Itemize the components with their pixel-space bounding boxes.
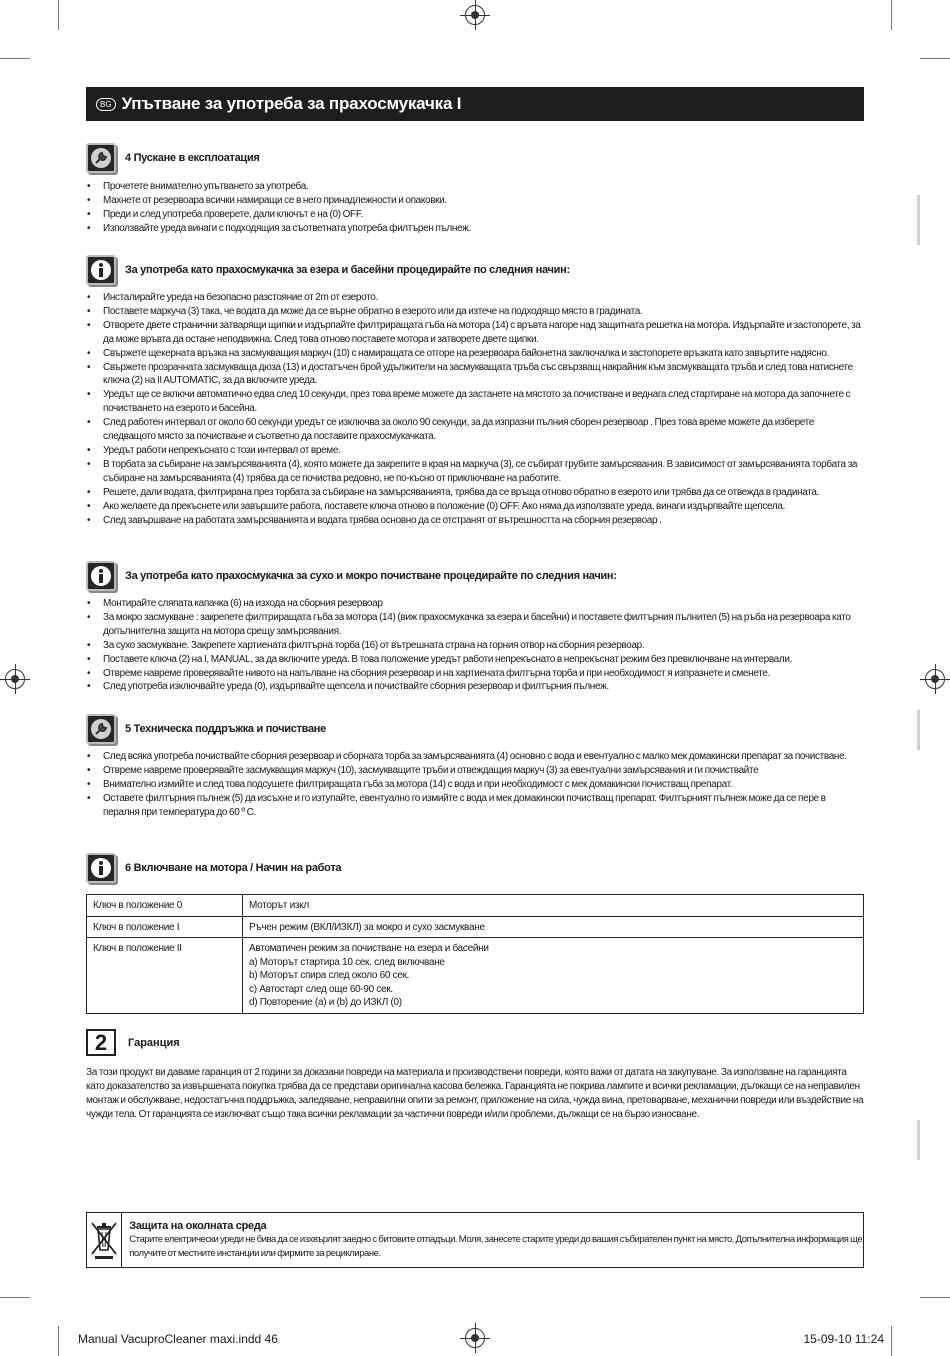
section-title: За употреба като прахосмукачка за сухо и мокро почистване процедирайте по следния начин: [125, 570, 617, 582]
list-item: • Преди и след употреба проверете, дали ключът е на (0) OFF. [86, 208, 861, 222]
crop-mark [0, 58, 30, 59]
pond-usage-heading [86, 255, 570, 285]
environment-content [122, 1213, 863, 1267]
list-item: • За мокро засмукване : закрепете филтриращата гъба за мотора (14) (виж прахосмукачка за езера и басейни) и поставете филтърния пълнител (5) на ръба на резервоара като допълнителна защита на мотора срещу замърсявания. [86, 611, 861, 639]
table-cell-value [243, 916, 864, 938]
registration-mark-icon [925, 669, 945, 689]
environment-title: Защита на околната среда [129, 1220, 267, 1232]
table-row [87, 916, 864, 938]
guarantee-number-box: 2 [86, 1029, 116, 1056]
margin-bar [917, 195, 920, 245]
registration-mark-icon [5, 669, 25, 689]
cell-line: c) Автостарт след още 60-90 сек. [249, 983, 393, 995]
list-item: • Решете, дали водата, филтрирана през торбата за събиране на замърсяванията, трябва да се връща отново обратно в езерото или трябва да се отвежда в градината. [86, 486, 861, 500]
list-item: • След употреба изключвайте уреда (0), издърпвайте щепсела и почиствайте сборния резервоар и филтърния пълнеж. [86, 680, 861, 694]
crop-mark [58, 1326, 59, 1356]
list-item: • Отвреме навреме проверявайте засмукващия маркуч (10), засмукващите тръби и отвеждащия маркуч (3) за евентуални замърсявания и ги почиствайте [86, 764, 861, 778]
table-cell-value [243, 895, 864, 917]
cell-line: Моторът изкл [249, 900, 309, 911]
margin-bar [917, 710, 920, 750]
pond-usage-list [86, 291, 861, 527]
crop-mark [920, 58, 950, 59]
section-title: Гаранция [128, 1036, 180, 1049]
section-title: 4 Пускане в експлоатация [125, 152, 260, 164]
list-item: • Отворете двете странични затварящи щипки и издърпайте филтриращата гъба на мотора (14) с връвта нагоре над защитната решетка на мотора. Издърпайте и застопорете, за да може връвта да остане неподвижна. След това отново поставете мотора и затворете двете щипки. [86, 319, 861, 347]
margin-bar [917, 1120, 920, 1160]
section-title: За употреба като прахосмукачка за езера и басейни процедирайте по следния начин: [125, 264, 570, 276]
page-title: Упътване за употреба за прахосмукачка I [121, 94, 462, 113]
footer-timestamp: 15-09-10 11:24 [803, 1332, 884, 1346]
list-item: • След завършване на работата замърсяванията и водата трябва основно да се отстранят от вътрешността на сборния резервоар . [86, 514, 861, 528]
cell-line: Ръчен режим (ВКЛ/ИЗКЛ) за мокро и сухо засмукване [249, 921, 485, 933]
list-item: • Уредът ще се включи автоматично едва след 10 секунди, през това време можете да застанете на мястото за почистване и веднага след стартиране на мотора да започнете с почистването на езерото и басейна. [86, 388, 861, 416]
list-item: • Инсталирайте уреда на безопасно разстояние от 2m от езерото. [86, 291, 861, 305]
switch-modes-table [86, 894, 864, 1014]
table-row [87, 895, 864, 917]
section-title: 6 Включване на мотора / Начин на работа [125, 862, 342, 874]
list-item: • Прочетете внимателно упътването за употреба. [86, 180, 861, 194]
cell-line: Автоматичен режим за почистване на езера и басейни [249, 943, 489, 954]
language-badge: BG [96, 98, 116, 111]
table-row [87, 938, 864, 1014]
crossed-bin-icon [87, 1213, 122, 1267]
info-icon [86, 853, 116, 883]
list-item: • Поставете маркуча (3) така, че водата да може да се върне обратно в езерото или да изтече на подходящо място в градината. [86, 305, 861, 319]
table-cell-key: Ключ в положение II [87, 938, 243, 1014]
table-cell-value [243, 938, 864, 1014]
list-item: • Използвайте уреда винаги с подходящия за съответната употреба филтърен пълнеж. [86, 222, 861, 236]
dry-wet-usage-list [86, 597, 861, 694]
list-item: • За сухо засмукване. Закрепете хартиената филтърна торба (16) от вътрешната страна на горния отвор на сборния резервоар. [86, 639, 861, 653]
info-icon [86, 561, 116, 591]
list-item: • Свържете щекерната връзка на засмукващия маркуч (10) с намиращата се отгоре на резервоара байонетна заключалка и застопорете връзката като завъртите надясно. [86, 347, 861, 361]
guarantee-text: За този продукт ви даваме гаранция от 2 години за доказани повреди на материала и производствени повреди, която важи от датата на закупуване. За използване на гаранцията като доказателство за извършената покупка трябва да се представи оригинална касова бележка. Гаранцията не покрива лампите и всички рекламации, дължащи се на неправилен монтаж и обслужване, недостатъчна поддръжка, заледяване, неправилни опити за ремонт, приложение на сила, чужда вина, претоварване, механични повреди или въздействие на чужди тела. От гаранцията се изключват също така всички рекламации за частични повреди и/или проблеми, дължащи се на бързо износване. [86, 1067, 864, 1120]
list-item: • Монтирайте сляпата капачка (6) на изхода на сборния резервоар [86, 597, 861, 611]
crop-mark [891, 1326, 892, 1356]
section-5-heading [86, 714, 326, 744]
list-item: • Ако желаете да прекъснете или завършите работа, поставете ключа отново в положение (0) OFF. Ако няма да използвате уреда, винаги издърпвайте щепсела. [86, 500, 861, 514]
cell-line: d) Повторение (a) и (b) до ИЗКЛ (0) [249, 997, 402, 1008]
registration-mark-icon [465, 5, 485, 25]
section-4-list [86, 180, 861, 236]
cell-line: b) Моторът спира след около 60 сек. [249, 970, 410, 981]
list-item: • Свържете прозрачната засмукваща дюза (13) и достатъчен брой удължители на засмукващата тръба със свързващ накрайник към засмукващата тръба и след това натиснете ключа (2) на II AUTOMATIC, за да включите уреда. [86, 361, 861, 389]
table-cell-key: Ключ в положение 0 [87, 895, 243, 917]
crop-mark [891, 0, 892, 30]
list-item: • Уредът работи непрекъснато с този интервал от време. [86, 444, 861, 458]
list-item: • Оставете филтърния пълнеж (5) да изсъхне и го изтупайте, евентуално го измийте с вода и мек домакински почистващ препарат. Филтърният пълнеж може да се пере в пералня при температура до 60 º C. [86, 792, 861, 820]
footer-filename: Manual VacuproCleaner maxi.indd 46 [78, 1332, 278, 1346]
dry-wet-usage-heading [86, 561, 617, 591]
guarantee-heading [86, 1029, 180, 1056]
list-item: • Поставете ключа (2) на I, MANUAL, за да включите уреда. В това положение уредът работи непрекъснато в непрекъснат режим без превключване на интервали. [86, 653, 861, 667]
section-5-list [86, 750, 861, 820]
list-item: • След работен интервал от около 60 секунди уредът се изключва за около 90 секунди, за да изпразни пълния сборен резервоар . През това време можете да изберете следващото място за почистване и съответно да поставите прахосмукачката. [86, 416, 861, 444]
list-item: • Отвреме навреме проверявайте нивото на напълване на сборния резервоар и на хартиената филтърна торба и при необходимост я изпразнете и сменете. [86, 667, 861, 681]
cell-line: a) Моторът стартира 10 сек. след включване [249, 956, 445, 968]
list-item: • Махнете от резервоара всички намиращи се в него принадлежности и опаковки. [86, 194, 861, 208]
list-item: • След всяка употреба почиствайте сборния резервоар и сборната торба за замърсяванията (4) основно с вода и евентуално с малко мек домакински препарат за почистване. [86, 750, 861, 764]
list-item: • В торбата за събиране на замърсяванията (4), която можете да закрепите в края на маркуча (3), се събират грубите замърсявания. В зависимост от замърсяванията торбата за събиране на замърсяванията (4) трябва да се почиства редовно, не по-късно от приключване на работите. [86, 458, 861, 486]
registration-mark-icon [465, 1328, 485, 1348]
wrench-icon [86, 714, 116, 744]
crop-mark [58, 0, 59, 30]
wrench-icon [86, 143, 116, 173]
section-6-heading [86, 853, 341, 883]
section-title: 5 Техническа поддръжка и почистване [125, 723, 326, 735]
section-4-heading [86, 143, 259, 173]
crop-mark [0, 1297, 30, 1298]
list-item: • Внимателно измийте и след това подсушете филтриращата гъба за мотора (14) с вода и при необходимост с мек домакински почистващ препарат. [86, 778, 861, 792]
crop-mark [920, 1297, 950, 1298]
environment-text: Старите електрически уреди не бива да се изхвърлят заедно с битовите отпадъци. Моля, занесете старите уреди до вашия събирателен пункт на място. Допълнителна информация ще получите от местните инстанции или фирмите за рециклиране. [129, 1234, 863, 1259]
info-icon [86, 255, 116, 285]
environment-box [86, 1212, 864, 1268]
page-header [86, 87, 864, 121]
table-cell-key: Ключ в положение I [87, 916, 243, 938]
